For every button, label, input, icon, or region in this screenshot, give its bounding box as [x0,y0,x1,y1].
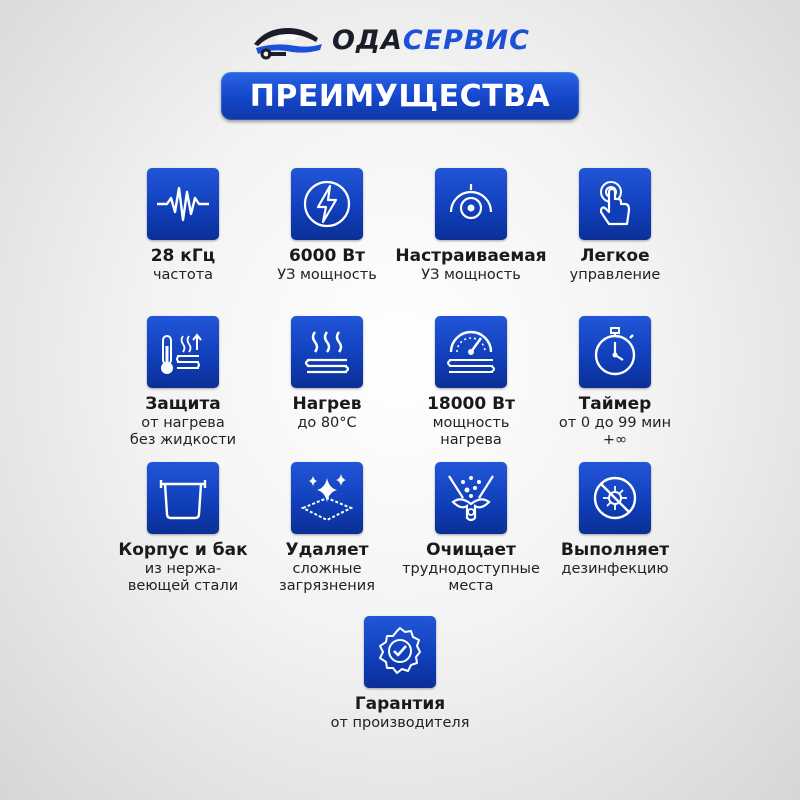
feature-title: 28 кГц [150,246,216,266]
feature-caption: мощность [432,415,510,431]
feature-caption: УЗ мощность [421,267,521,283]
sparkle-icon [291,462,363,534]
feature-caption: веющей стали [127,578,239,594]
feature-caption: от производителя [330,715,470,731]
touch-icon [579,168,651,240]
feature-caption: управление [569,267,661,283]
heat-icon [291,316,363,388]
page-title: ПРЕИМУЩЕСТВА [249,78,551,114]
feature-caption: сложные [292,561,362,577]
feature-caption: загрязнения [279,578,375,594]
feature-caption: до 80°С [297,415,357,431]
logo [246,16,566,64]
feature-caption: места [448,578,494,594]
logo-part1: ОДА [332,24,403,56]
feature-guarantee [315,616,485,732]
feature-title: Выполняет [560,540,670,560]
feature-caption: без жидкости [129,432,237,448]
feature-timer [530,316,700,449]
feature-caption: от 0 до 99 мин [558,415,672,431]
title-banner [221,72,579,120]
feature-caption: от нагрева [141,415,225,431]
feature-caption: частота [152,267,214,283]
no-bacteria-icon [579,462,651,534]
feature-caption: нагрева [440,432,502,448]
feature-title: Защита [145,394,221,414]
feature-title: Корпус и бак [118,540,248,560]
gauge-icon [435,316,507,388]
guarantee-icon [364,616,436,688]
feature-title: Нагрев [292,394,362,414]
logo-text [332,25,530,56]
thermometer-icon [147,316,219,388]
lightning-icon [291,168,363,240]
feature-caption: из нержа- [144,561,222,577]
feature-caption: +∞ [602,432,628,448]
feature-caption: дезинфекцию [561,561,669,577]
feature-title: Гарантия [354,694,446,714]
stopwatch-icon [579,316,651,388]
feature-title: 6000 Вт [288,246,366,266]
tank-icon [147,462,219,534]
logo-part2: СЕРВИС [402,24,530,56]
waveform-icon [147,168,219,240]
knob-icon [435,168,507,240]
feature-disinfection [530,462,700,578]
feature-caption: труднодоступные [402,561,540,577]
feature-title: Настраиваемая [395,246,547,266]
feature-title: Легкое [580,246,650,266]
logo-icon [246,16,326,64]
nozzle-icon [435,462,507,534]
feature-title: Очищает [426,540,516,560]
feature-title: 18000 Вт [427,394,515,414]
feature-title: Удаляет [285,540,369,560]
feature-title: Таймер [578,394,652,414]
feature-control [530,168,700,284]
feature-caption: УЗ мощность [277,267,377,283]
